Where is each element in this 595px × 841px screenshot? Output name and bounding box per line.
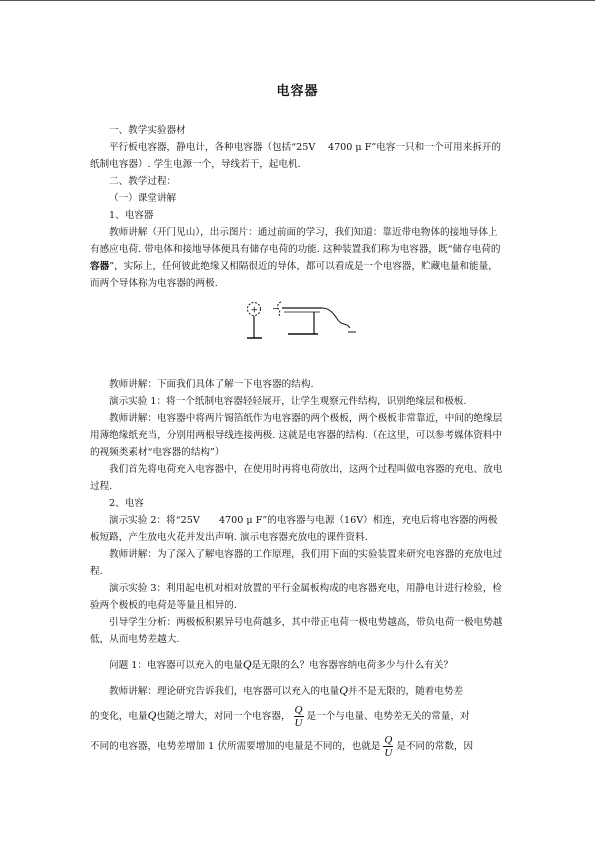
text-span: 并不是无限的，随着电势差 xyxy=(347,686,464,697)
fraction-denominator: U xyxy=(384,747,393,759)
fraction-denominator: U xyxy=(294,717,303,729)
paragraph xyxy=(90,682,505,700)
section-heading-2: 二、教学过程： xyxy=(109,176,177,187)
fraction-numerator: Q xyxy=(384,734,393,746)
paragraph: 教师讲解：为了深入了解电容器的工作原理，我们用下面的实验装置来研究电容器的充放电过程. xyxy=(90,549,503,577)
text-span: 不同的电容器，电势差增加 1 伏所需要增加的电量是不同的，也就是 xyxy=(90,741,381,752)
emphasized-text: 容器 xyxy=(90,261,110,272)
paragraph xyxy=(90,224,505,292)
svg-text:−: − xyxy=(272,304,279,313)
paragraph: 教师讲解：电容器中将两片锡箔纸作为电容器的两个极板，两个极板非常靠近，中间的绝缘层用薄绝缘纸充当，分别用两根导线连接两极. 这就是电容器的结构.（在这里，可以参考媒体资料中的视频类素材“电容器的结构”） xyxy=(90,413,503,458)
section-heading-1: 一、教学实验器材 xyxy=(109,125,186,136)
fraction-q-over-u xyxy=(294,704,304,729)
math-variable: Q xyxy=(147,708,157,722)
item-heading-1: 1、电容器 xyxy=(109,210,154,221)
top-rule xyxy=(0,0,595,1)
text-span: 的变化，电量 xyxy=(90,711,148,722)
text-span: 是一个与电量、电势差无关的常量，对 xyxy=(306,711,470,722)
text-span: 教师讲解：理论研究告诉我们，电容器可以充入的电量 xyxy=(109,686,340,697)
fraction-numerator: Q xyxy=(294,704,303,716)
math-variable: Q xyxy=(339,683,348,697)
page-title: 电容器 xyxy=(276,84,319,99)
fraction-q-over-u xyxy=(383,734,393,759)
paragraph: 教师讲解：下面我们具体了解一下电容器的结构. xyxy=(109,379,314,390)
paragraph xyxy=(90,732,505,762)
document-body xyxy=(90,122,505,762)
induction-diagram xyxy=(238,296,368,366)
math-variable: Q xyxy=(242,657,252,671)
text-span: 教师讲解（开门见山），出示图片：通过前面的学习，我们知道：靠近带电物体的接地导体上有感应电荷. 带电体和接地导体便具有储存电荷的功能. 这种装置我们称为电容器，既“储存电荷的 xyxy=(90,227,501,255)
svg-text:+: + xyxy=(250,305,259,316)
paragraph: 演示实验 1：将一个纸制电容器轻轻展开，让学生观察元件结构，识别绝缘层和极板. xyxy=(109,396,467,407)
paragraph: 演示实验 3：利用起电机对相对放置的平行金属板构成的电容器充电，用静电计进行检验，检验两个极板的电荷是等量且相异的. xyxy=(90,583,502,611)
item-heading-2: 2、电容 xyxy=(109,498,144,509)
text-span: 是无限的么？电容器容纳电荷多少与什么有关？ xyxy=(251,660,454,671)
subsection-heading: （一）课堂讲解 xyxy=(109,193,177,204)
text-span: 问题 1：电容器可以充入的电量 xyxy=(109,660,243,671)
text-span: 也随之增大，对同一个电容器， xyxy=(156,711,291,722)
capacitor-figure xyxy=(90,296,505,368)
text-span: ”，实际上，任何彼此绝缘又相隔很近的导体，都可以看成是一个电容器，贮藏电量和能量，而两个导体称为电容器的两极. xyxy=(90,261,498,289)
text-span: 是不同的常数，因 xyxy=(396,741,474,752)
paragraph: 我们首先将电荷充入电容器中，在使用时再将电荷放出，这两个过程叫做电容器的充电、放电过程. xyxy=(90,464,503,492)
paragraph: 引导学生分析：两极板积累异号电荷越多，其中带正电荷一极电势越高，带负电荷一极电势越低，从而电势差越大. xyxy=(90,617,503,645)
paragraph: 演示实验 2：将“25V 4700 μ F”的电容器与电源（16V）相连，充电后将电容器的两极板短路，产生放电火花并发出声响. 演示电容器充放电的课件资料. xyxy=(90,515,498,543)
question-1 xyxy=(90,656,505,674)
paragraph: 平行板电容器，静电计，各种电容器（包括“25V 4700 μ F”电容一只和一个可用来拆开的纸制电容器）. 学生电源一个，导线若干，起电机. xyxy=(90,142,501,170)
paragraph xyxy=(90,700,505,732)
